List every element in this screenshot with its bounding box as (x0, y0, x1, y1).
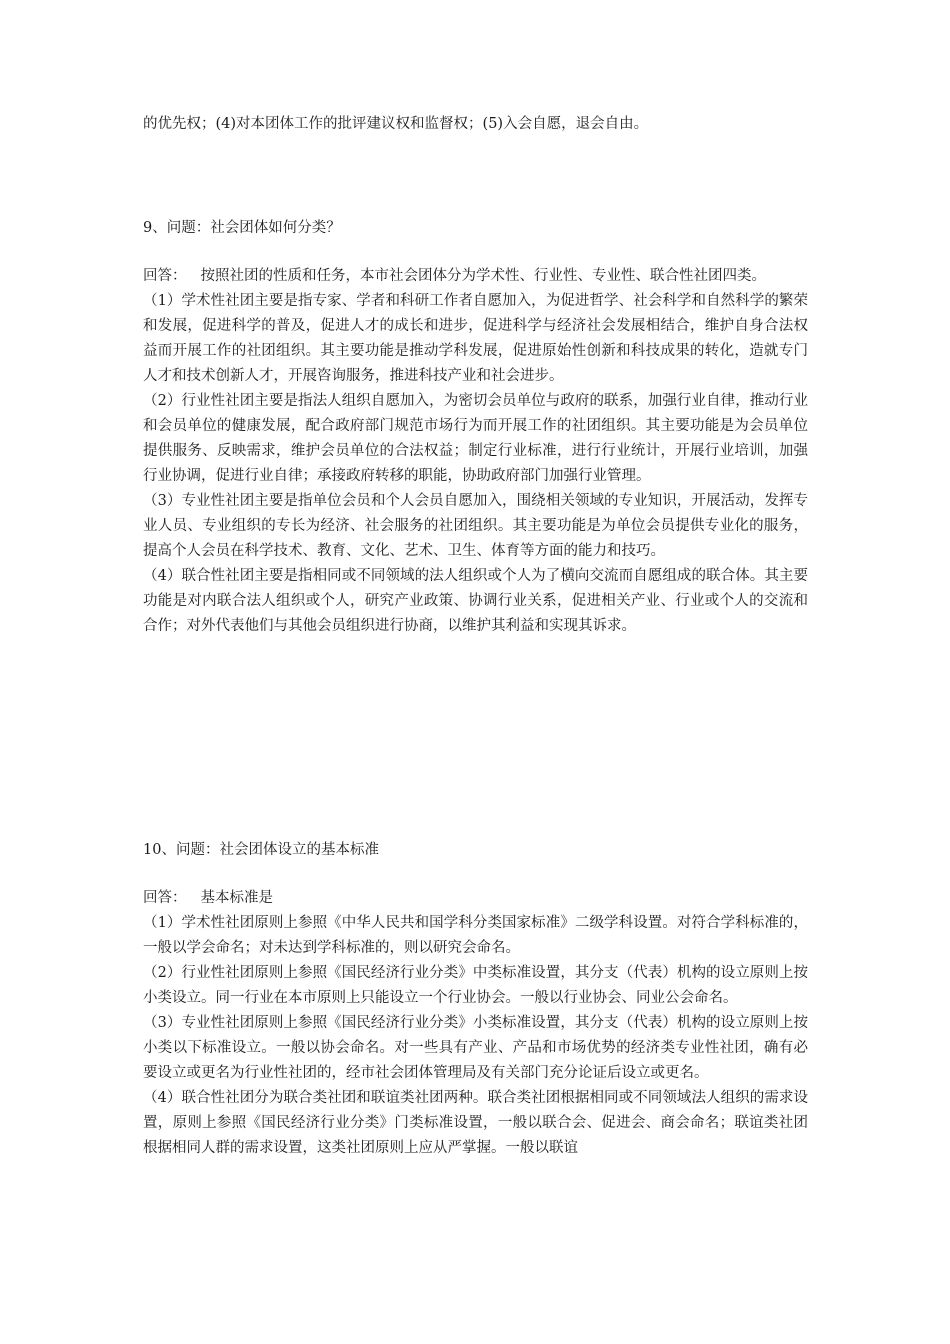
question-9-heading: 9、问题：社会团体如何分类？ (143, 220, 341, 236)
answer-10-item-2: （2）行业性社团原则上参照《国民经济行业分类》中类标准设置，其分支（代表）机构的设立原则上按小类设立。同一行业在本市原则上只能设立一个行业协会。一般以行业协会、同业公会命名。 (143, 965, 808, 1006)
answer-10-item-4: （4）联合性社团分为联合类社团和联谊类社团两种。联合类社团根据相同或不同领域法人组织的需求设置，原则上参照《国民经济行业分类》门类标准设置，一般以联合会、促进会、商会命名；联谊类社团根据相同人群的需求设置，这类社团原则上应从严掌握。一般以联谊 (143, 1090, 808, 1156)
answer-9-item-1: （1）学术性社团主要是指专家、学者和科研工作者自愿加入，为促进哲学、社会科学和自然科学的繁荣和发展，促进科学的普及，促进人才的成长和进步，促进科学与经济社会发展相结合，维护自身合法权益而开展工作的社团组织。其主要功能是推动学科发展，促进原始性创新和科技成果的转化，造就专门人才和技术创新人才，开展咨询服务，推进科技产业和社会进步。 (143, 293, 808, 384)
answer-9-intro: 回答： 按照社团的性质和任务，本市社会团体分为学术性、行业性、专业性、联合性社团四类。 (143, 268, 766, 284)
answer-9 (143, 264, 808, 639)
question-10-heading: 10、问题：社会团体设立的基本标准 (143, 842, 379, 858)
answer-label: 回答： (143, 268, 187, 284)
answer-10 (143, 886, 808, 1161)
answer-10-item-3: （3）专业性社团原则上参照《国民经济行业分类》小类标准设置，其分支（代表）机构的设立原则上按小类以下标准设立。一般以协会命名。对一些具有产业、产品和市场优势的经济类专业性社团，确有必要设立或更名为行业性社团的，经市社会团体管理局及有关部门充分论证后设立或更名。 (143, 1015, 808, 1081)
answer-9-item-2: （2）行业性社团主要是指法人组织自愿加入，为密切会员单位与政府的联系，加强行业自律，推动行业和会员单位的健康发展，配合政府部门规范市场行为而开展工作的社团组织。其主要功能是为会员单位提供服务、反映需求，维护会员单位的合法权益；制定行业标准，进行行业统计，开展行业培训，加强行业协调，促进行业自律；承接政府转移的职能，协助政府部门加强行业管理。 (143, 393, 808, 484)
answer-label: 回答： (143, 890, 187, 906)
continued-paragraph: 的优先权；(4)对本团体工作的批评建议权和监督权；(5)入会自愿，退会自由。 (143, 116, 649, 132)
answer-10-intro: 回答： 基本标准是 (143, 890, 273, 906)
answer-9-item-4: （4）联合性社团主要是指相同或不同领域的法人组织或个人为了横向交流而自愿组成的联合体。其主要功能是对内联合法人组织或个人，研究产业政策、协调行业关系，促进相关产业、行业或个人的交流和合作；对外代表他们与其他会员组织进行协商，以维护其利益和实现其诉求。 (143, 568, 808, 634)
answer-9-item-3: （3）专业性社团主要是指单位会员和个人会员自愿加入，围绕相关领域的专业知识，开展活动，发挥专业人员、专业组织的专长为经济、社会服务的社团组织。其主要功能是为单位会员提供专业化的服务，提高个人会员在科学技术、教育、文化、艺术、卫生、体育等方面的能力和技巧。 (143, 493, 808, 559)
answer-10-item-1: （1）学术性社团原则上参照《中华人民共和国学科分类国家标准》二级学科设置。对符合学科标准的，一般以学会命名；对未达到学科标准的，则以研究会命名。 (143, 915, 808, 956)
